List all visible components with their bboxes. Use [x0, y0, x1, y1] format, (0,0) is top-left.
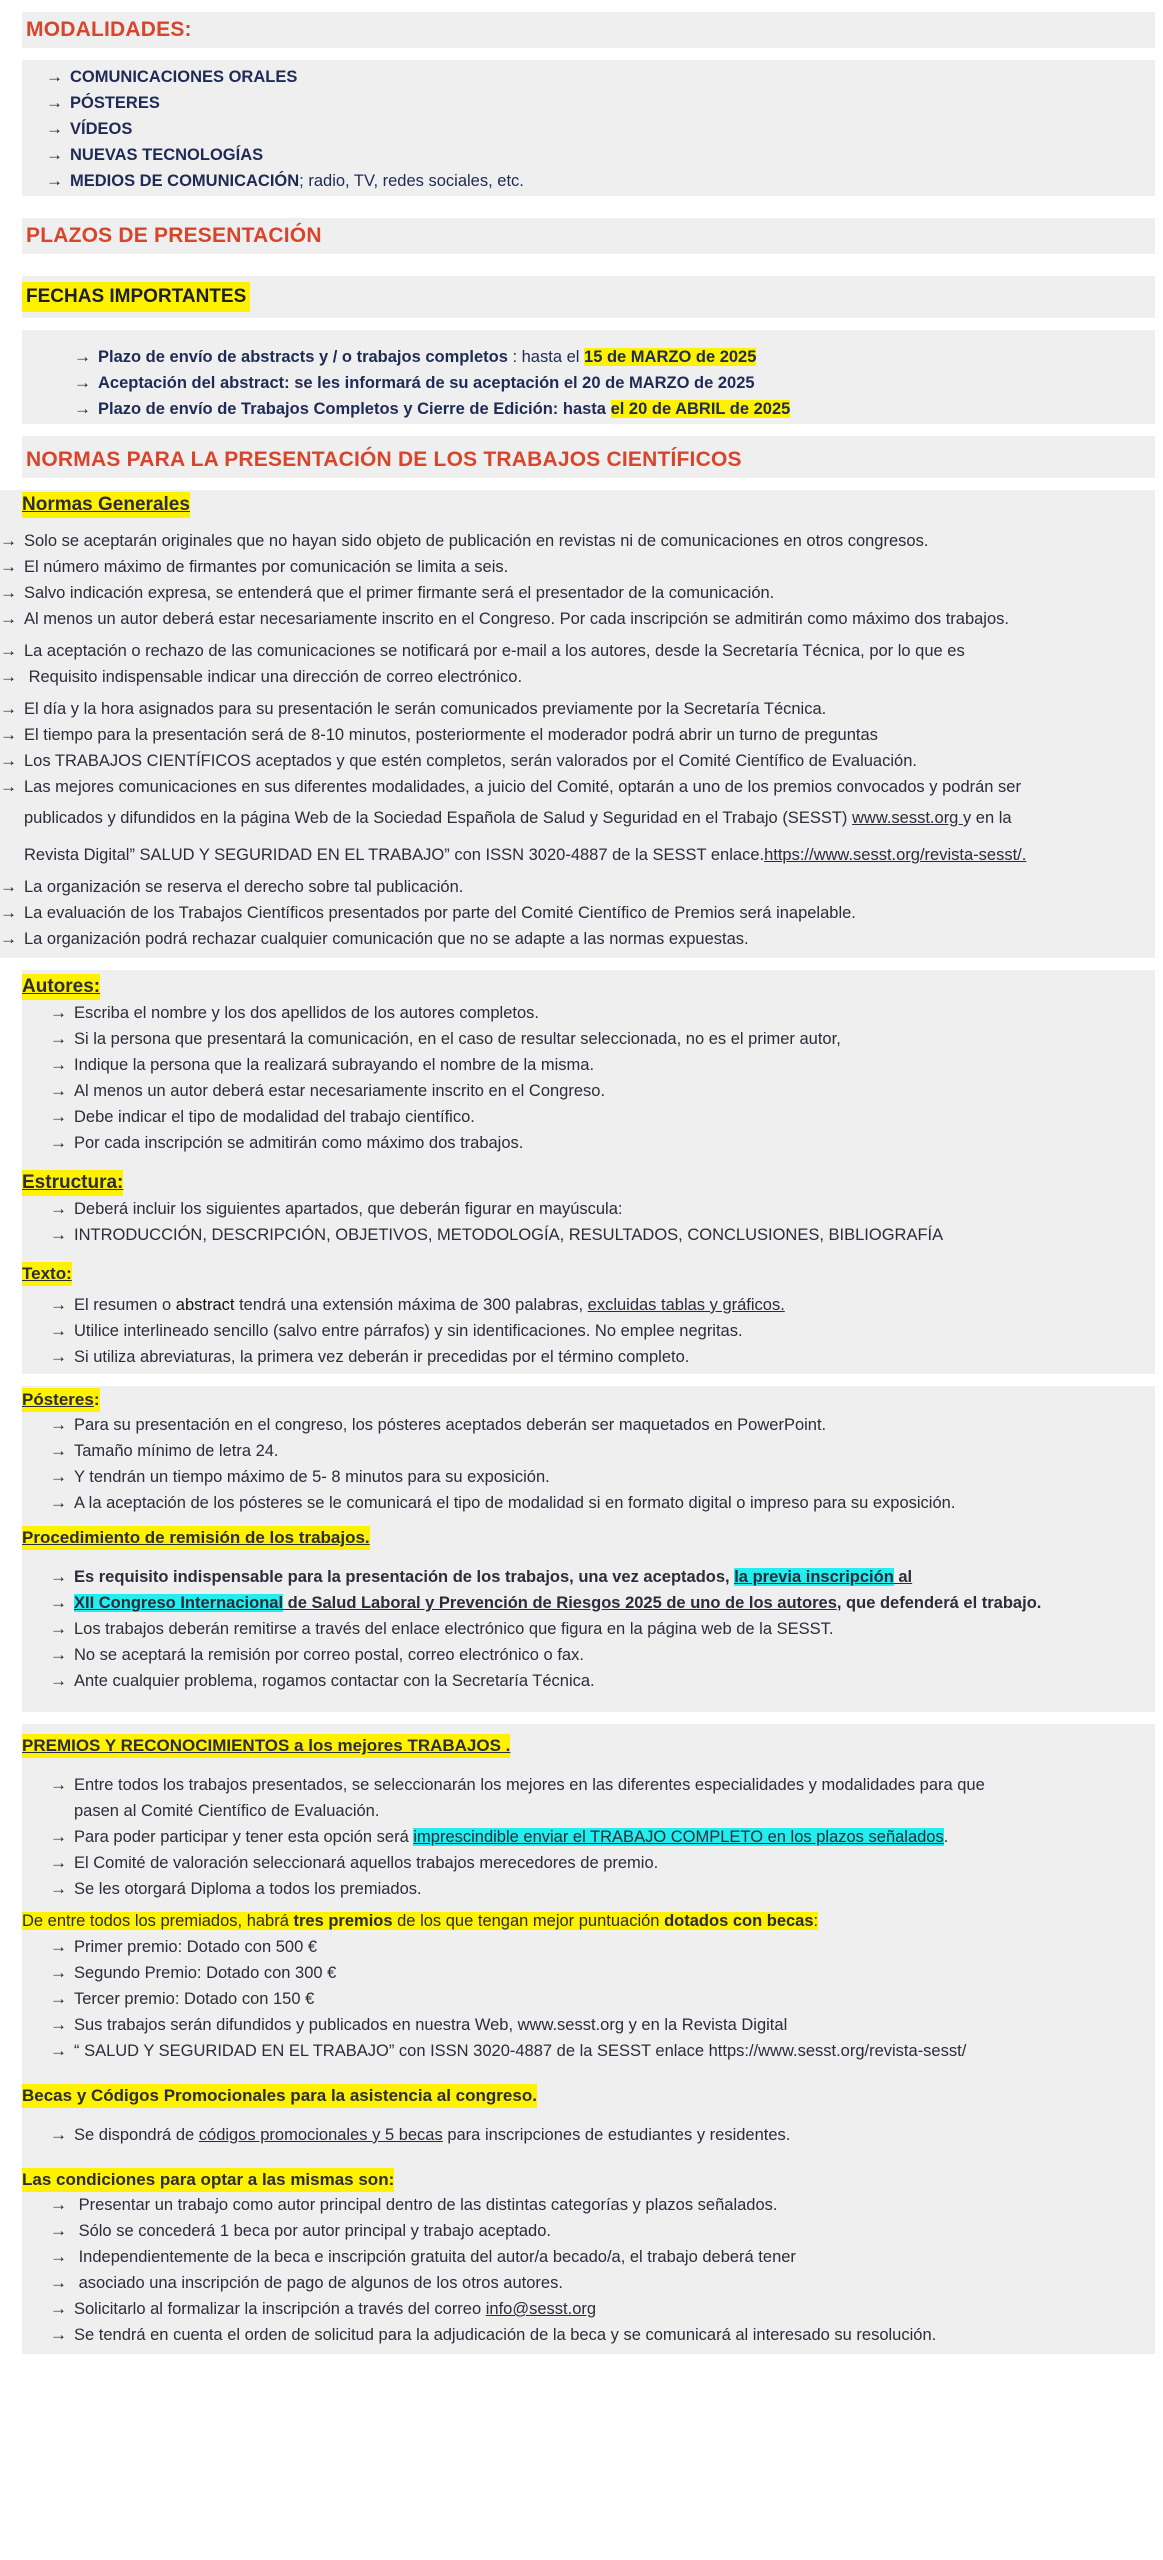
modalidades-title: MODALIDADES:: [26, 18, 192, 41]
arrow-icon: →: [50, 2015, 67, 2034]
list-item: → Escriba el nombre y los dos apellidos de los autores completos.: [22, 1000, 1155, 1026]
date-highlight: 15 de MARZO de 2025: [584, 348, 757, 366]
arrow-icon: →: [50, 1295, 67, 1314]
list-item: → NUEVAS TECNOLOGÍAS: [22, 142, 1155, 168]
list-item: → Se dispondrá de códigos promocionales y 5 becas para inscripciones de estudiantes y residentes.: [22, 2122, 1155, 2148]
procedimiento-title: Procedimiento de remisión de los trabajos.: [22, 1526, 370, 1550]
arrow-icon: →: [50, 1989, 67, 2008]
arrow-icon: →: [74, 399, 91, 418]
arrow-icon: →: [0, 751, 17, 770]
arrow-icon: →: [50, 1347, 67, 1366]
list-item: → Para poder participar y tener esta opción será imprescindible enviar el TRABAJO COMPLETO en los plazos señalados.: [22, 1824, 1155, 1850]
fechas-title: FECHAS IMPORTANTES: [22, 282, 250, 312]
list-item: → Primer premio: Dotado con 500 €: [22, 1934, 1155, 1960]
list-item: → COMUNICACIONES ORALES: [22, 64, 1155, 90]
list-item: → La aceptación o rechazo de las comunicaciones se notificará por e-mail a los autores, desde la Secretaría Técnica, por lo que es: [0, 632, 1155, 664]
list-item: → XII Congreso Internacional de Salud Laboral y Prevención de Riesgos 2025 de uno de los autores, que defenderá el trabajo.: [22, 1590, 1155, 1616]
list-item: → Segundo Premio: Dotado con 300 €: [22, 1960, 1155, 1986]
arrow-icon: →: [50, 1853, 67, 1872]
list-item: → Tamaño mínimo de letra 24.: [22, 1438, 1155, 1464]
normas-header-band: [22, 436, 1155, 478]
plazos-title: PLAZOS DE PRESENTACIÓN: [26, 224, 322, 247]
list-item: → Ante cualquier problema, rogamos contactar con la Secretaría Técnica.: [22, 1668, 1155, 1694]
arrow-icon: →: [50, 1133, 67, 1152]
arrow-icon: →: [50, 1199, 67, 1218]
arrow-icon: →: [50, 1055, 67, 1074]
becas-list: [22, 2122, 1155, 2148]
condiciones-title: Las condiciones para optar a las mismas son:: [22, 2168, 394, 2192]
arrow-icon: →: [46, 93, 63, 112]
arrow-icon: →: [0, 929, 17, 948]
list-item: → Independientemente de la beca e inscripción gratuita del autor/a becado/a, el trabajo deberá tener: [22, 2244, 1155, 2270]
list-item: → “ SALUD Y SEGURIDAD EN EL TRABAJO” con ISSN 3020-4887 de la SESST enlace https://www.sesst.org/revista-sesst/: [22, 2038, 1155, 2064]
arrow-icon: →: [50, 1827, 67, 1846]
arrow-icon: →: [50, 1879, 67, 1898]
list-item: → INTRODUCCIÓN, DESCRIPCIÓN, OBJETIVOS, METODOLOGÍA, RESULTADOS, CONCLUSIONES, BIBLIOGRAFÍA: [22, 1222, 1155, 1248]
premios-title: PREMIOS Y RECONOCIMIENTOS a los mejores TRABAJOS .: [22, 1734, 510, 1758]
list-item: → asociado una inscripción de pago de algunos de los otros autores.: [22, 2270, 1155, 2296]
arrow-icon: →: [74, 373, 91, 392]
list-item: → Plazo de envío de Trabajos Completos y Cierre de Edición: hasta el 20 de ABRIL de 2025: [22, 396, 1155, 422]
list-item: → Presentar un trabajo como autor principal dentro de las distintas categorías y plazos señalados.: [22, 2192, 1155, 2218]
arrow-icon: →: [50, 1671, 67, 1690]
list-item: → Al menos un autor deberá estar necesariamente inscrito en el Congreso. Por cada inscripción se admitirán como máximo dos trabajos.: [0, 606, 1155, 632]
list-item: → Aceptación del abstract: se les informará de su aceptación el 20 de MARZO de 2025: [22, 370, 1155, 396]
list-item: → Solicitarlo al formalizar la inscripción a través del correo info@sesst.org: [22, 2296, 1155, 2322]
arrow-icon: →: [50, 1321, 67, 1340]
arrow-icon: →: [0, 557, 17, 576]
list-item: → Deberá incluir los siguientes apartados, que deberán figurar en mayúscula:: [22, 1196, 1155, 1222]
arrow-icon: →: [0, 641, 17, 660]
list-item: → Indique la persona que la realizará subrayando el nombre de la misma.: [22, 1052, 1155, 1078]
texto-list: [22, 1292, 1155, 1370]
list-item-continuation: pasen al Comité Científico de Evaluación.: [74, 1802, 380, 1820]
arrow-icon: →: [50, 1467, 67, 1486]
date-highlight: el 20 de ABRIL de 2025: [610, 400, 791, 418]
fechas-list-band: [22, 330, 1155, 424]
list-item: → El número máximo de firmantes por comunicación se limita a seis.: [0, 554, 1155, 580]
arrow-icon: →: [0, 531, 17, 550]
list-item-continuation: publicados y difundidos en la página Web de la Sociedad Española de Salud y Seguridad en el Trabajo (SESST) www.sesst.org y en la: [24, 809, 1012, 827]
prizes-list: [22, 1934, 1155, 2064]
condiciones-list: [22, 2192, 1155, 2348]
list-item: → Los trabajos deberán remitirse a través del enlace electrónico que figura en la página web de la SESST.: [22, 1616, 1155, 1642]
normas-title: NORMAS PARA LA PRESENTACIÓN DE LOS TRABAJOS CIENTÍFICOS: [26, 448, 742, 471]
arrow-icon: →: [50, 2125, 67, 2144]
arrow-icon: →: [46, 171, 63, 190]
arrow-icon: →: [50, 2221, 67, 2240]
texto-title: Texto:: [22, 1262, 72, 1286]
arrow-icon: →: [46, 119, 63, 138]
list-item: → Utilice interlineado sencillo (salvo entre párrafos) y sin identificaciones. No emplee negritas.: [22, 1318, 1155, 1344]
autores-list: [22, 1000, 1155, 1156]
arrow-icon: →: [50, 1415, 67, 1434]
arrow-icon: →: [50, 2041, 67, 2060]
list-item: → Si utiliza abreviaturas, la primera vez deberán ir precedidas por el término completo.: [22, 1344, 1155, 1370]
list-item: → Plazo de envío de abstracts y / o trabajos completos : hasta el 15 de MARZO de 2025: [22, 344, 1155, 370]
list-item: → Solo se aceptarán originales que no hayan sido objeto de publicación en revistas ni de comunicaciones en otros congresos.: [0, 528, 1155, 554]
fechas-band: [22, 276, 1155, 318]
arrow-icon: →: [0, 877, 17, 896]
list-item: → Salvo indicación expresa, se entenderá que el primer firmante será el presentador de la comunicación.: [0, 580, 1155, 606]
arrow-icon: →: [46, 145, 63, 164]
arrow-icon: →: [50, 1441, 67, 1460]
list-item: → PÓSTERES: [22, 90, 1155, 116]
arrow-icon: →: [50, 1567, 67, 1586]
arrow-icon: →: [50, 1963, 67, 1982]
list-item: → El tiempo para la presentación será de 8-10 minutos, posteriormente el moderador podrá abrir un turno de preguntas: [0, 722, 1155, 748]
list-item: → Y tendrán un tiempo máximo de 5- 8 minutos para su exposición.: [22, 1464, 1155, 1490]
autores-band: [22, 970, 1155, 1374]
arrow-icon: →: [50, 1493, 67, 1512]
becas-title: Becas y Códigos Promocionales para la asistencia al congreso.: [22, 2084, 537, 2108]
premios-list: [22, 1772, 1155, 1902]
estructura-title: Estructura:: [22, 1170, 123, 1196]
list-item: → Tercer premio: Dotado con 150 €: [22, 1986, 1155, 2012]
procedimiento-list: [22, 1564, 1155, 1694]
list-item-continuation: Revista Digital” SALUD Y SEGURIDAD EN EL TRABAJO” con ISSN 3020-4887 de la SESST enlace.https://www.sesst.org/revista-sesst/.: [24, 846, 1027, 864]
autores-title: Autores:: [22, 974, 100, 1000]
fechas-list: [22, 344, 1155, 422]
list-item: → Requisito indispensable indicar una dirección de correo electrónico.: [0, 664, 1155, 696]
arrow-icon: →: [50, 2195, 67, 2214]
modalidades-header-band: [22, 12, 1155, 48]
becas-premios-line: De entre todos los premiados, habrá tres premios de los que tengan mejor puntuación dotados con becas:: [22, 1912, 819, 1930]
list-item: → La evaluación de los Trabajos Científicos presentados por parte del Comité Científico de Premios será inapelable.: [0, 900, 1155, 926]
list-item: → VÍDEOS: [22, 116, 1155, 142]
list-item: → Se les otorgará Diploma a todos los premiados.: [22, 1876, 1155, 1902]
list-item: → El resumen o abstract tendrá una extensión máxima de 300 palabras, excluidas tablas y gráficos.: [22, 1292, 1155, 1318]
arrow-icon: →: [50, 1775, 67, 1794]
arrow-icon: →: [50, 2273, 67, 2292]
arrow-icon: →: [0, 777, 17, 796]
list-item: → Las mejores comunicaciones en sus diferentes modalidades, a juicio del Comité, optarán a uno de los premios convocados y podrán ser: [0, 774, 1155, 800]
arrow-icon: →: [74, 347, 91, 366]
arrow-icon: →: [50, 1645, 67, 1664]
arrow-icon: →: [0, 609, 17, 628]
arrow-icon: →: [50, 2299, 67, 2318]
list-item: → Al menos un autor deberá estar necesariamente inscrito en el Congreso.: [22, 1078, 1155, 1104]
modalidades-list: [22, 64, 1155, 194]
list-item: → MEDIOS DE COMUNICACIÓN; radio, TV, redes sociales, etc.: [22, 168, 1155, 194]
arrow-icon: →: [50, 2247, 67, 2266]
arrow-icon: →: [0, 903, 17, 922]
list-item: → Los TRABAJOS CIENTÍFICOS aceptados y que estén completos, serán valorados por el Comité Científico de Evaluación.: [0, 748, 1155, 774]
normas-generales-title: Normas Generales: [22, 492, 190, 518]
list-item: → El día y la hora asignados para su presentación le serán comunicados previamente por la Secretaría Técnica.: [0, 696, 1155, 722]
list-item: → El Comité de valoración seleccionará aquellos trabajos merecedores de premio.: [22, 1850, 1155, 1876]
arrow-icon: →: [46, 67, 63, 86]
arrow-icon: →: [50, 1029, 67, 1048]
list-item: → Por cada inscripción se admitirán como máximo dos trabajos.: [22, 1130, 1155, 1156]
arrow-icon: →: [50, 1107, 67, 1126]
posteres-list: [22, 1412, 1155, 1516]
list-item: → La organización se reserva el derecho sobre tal publicación.: [0, 874, 1155, 900]
list-item: → Debe indicar el tipo de modalidad del trabajo científico.: [22, 1104, 1155, 1130]
arrow-icon: →: [50, 1225, 67, 1244]
plazos-header-band: [22, 218, 1155, 254]
arrow-icon: →: [50, 1619, 67, 1638]
email-link[interactable]: info@sesst.org: [485, 2300, 597, 2318]
list-item: → La organización podrá rechazar cualquier comunicación que no se adapte a las normas expuestas.: [0, 926, 1155, 952]
list-item: → Es requisito indispensable para la presentación de los trabajos, una vez aceptados, la previa inscripción al: [22, 1564, 1155, 1590]
sesst-link[interactable]: www.sesst.org: [852, 809, 963, 827]
arrow-icon: →: [0, 667, 17, 686]
list-item: → Para su presentación en el congreso, los pósteres aceptados deberán ser maquetados en PowerPoint.: [22, 1412, 1155, 1438]
posteres-band: [22, 1386, 1155, 1712]
list-item: → Si la persona que presentará la comunicación, en el caso de resultar seleccionada, no es el primer autor,: [22, 1026, 1155, 1052]
arrow-icon: →: [0, 699, 17, 718]
normas-generales-band: [0, 490, 1155, 958]
list-item: → A la aceptación de los pósteres se le comunicará el tipo de modalidad si en formato digital o impreso para su exposición.: [22, 1490, 1155, 1516]
arrow-icon: →: [50, 1593, 67, 1612]
list-item: → Se tendrá en cuenta el orden de solicitud para la adjudicación de la beca y se comunicará al interesado su resolución.: [22, 2322, 1155, 2348]
list-item: → Entre todos los trabajos presentados, se seleccionarán los mejores en las diferentes especialidades y modalidades para que: [22, 1772, 1155, 1798]
arrow-icon: →: [0, 583, 17, 602]
arrow-icon: →: [50, 1081, 67, 1100]
list-item: → Sus trabajos serán difundidos y publicados en nuestra Web, www.sesst.org y en la Revista Digital: [22, 2012, 1155, 2038]
normas-list: [0, 528, 1155, 952]
arrow-icon: →: [50, 2325, 67, 2344]
arrow-icon: →: [50, 1937, 67, 1956]
list-item: → No se aceptará la remisión por correo postal, correo electrónico o fax.: [22, 1642, 1155, 1668]
list-item: → Sólo se concederá 1 beca por autor principal y trabajo aceptado.: [22, 2218, 1155, 2244]
estructura-list: [22, 1196, 1155, 1248]
premios-band: [22, 1724, 1155, 2354]
modalidades-list-band: [22, 60, 1155, 196]
posteres-title: Pósteres:: [22, 1388, 100, 1412]
arrow-icon: →: [0, 725, 17, 744]
revista-link[interactable]: https://www.sesst.org/revista-sesst/.: [764, 846, 1027, 864]
arrow-icon: →: [50, 1003, 67, 1022]
